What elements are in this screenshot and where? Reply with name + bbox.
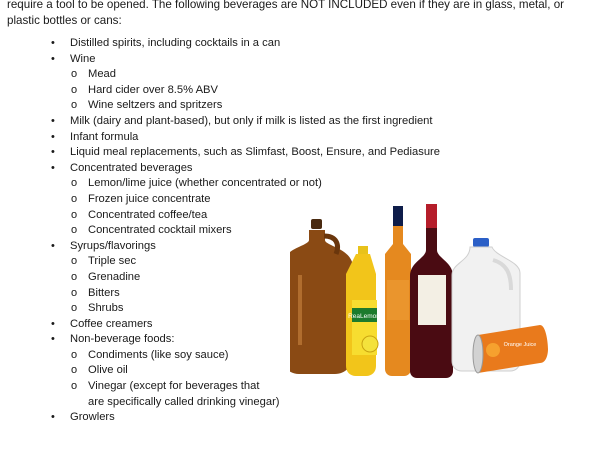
intro-paragraph <box>7 0 592 29</box>
sub-bullet-marker: o <box>71 364 78 377</box>
item-text: Coffee creamers <box>70 317 153 330</box>
list-item <box>0 52 600 68</box>
sub-list-item <box>0 98 600 114</box>
list-item <box>0 36 600 52</box>
bullet-marker: • <box>51 52 55 65</box>
wine-bottle-image <box>410 204 453 378</box>
list-item <box>0 161 600 177</box>
bullet-marker: • <box>51 37 55 49</box>
item-text: Non-beverage foods: <box>70 333 175 346</box>
bullet-marker: • <box>51 239 55 252</box>
sub-bullet-marker: o <box>71 348 78 361</box>
lemon-juice-bottle-image <box>346 246 380 376</box>
sub-item-text: Frozen juice concentrate <box>88 192 211 205</box>
sub-bullet-marker: o <box>71 270 78 283</box>
sub-bullet-marker: o <box>71 68 78 81</box>
sub-list-item <box>0 67 600 83</box>
list-item <box>0 410 600 426</box>
sub-bullet-marker: o <box>71 177 78 190</box>
item-text: Infant formula <box>70 130 139 143</box>
item-text: Liquid meal replacements, such as Slimfast, Boost, Ensure, and Pediasure <box>70 146 441 159</box>
list-item <box>0 114 600 130</box>
sub-bullet-marker: o <box>71 192 78 205</box>
bullet-marker: • <box>51 317 55 330</box>
sub-item-text: Wine seltzers and spritzers <box>88 99 223 112</box>
orange-liqueur-bottle-image <box>385 206 411 376</box>
intro-line-1: require a tool to be opened. The following beverages are NOT INCLUDED even if they are in glass, metal, or <box>7 0 565 11</box>
sub-item-text: Grenadine <box>88 270 141 283</box>
sub-list-item <box>0 83 600 99</box>
sub-bullet-marker: o <box>71 302 78 315</box>
sub-bullet-marker: o <box>71 255 78 268</box>
sub-item-text: Mead <box>88 68 116 81</box>
sub-list-item <box>0 176 600 192</box>
sub-bullet-marker: o <box>71 99 78 112</box>
sub-item-text: Triple sec <box>88 255 137 268</box>
intro-line-2: plastic bottles or cans: <box>7 14 122 27</box>
item-text: Concentrated beverages <box>70 161 193 174</box>
amber-growler-image <box>290 219 353 374</box>
sub-item-text: Concentrated cocktail mixers <box>88 224 232 237</box>
sub-item-text: Condiments (like soy sauce) <box>88 348 229 361</box>
sub-list-item-continuation <box>0 395 600 411</box>
bullet-marker: • <box>51 130 55 143</box>
sub-item-text: Bitters <box>88 286 120 299</box>
item-text: Distilled spirits, including cocktails in a can <box>70 37 281 49</box>
sub-bullet-marker: o <box>71 380 78 393</box>
lemon-label: ReaLemon <box>348 313 380 320</box>
item-text: Growlers <box>70 411 115 424</box>
sub-item-text: are specifically called drinking vinegar) <box>88 395 280 408</box>
item-text: Wine <box>70 52 96 65</box>
sub-item-text: Lemon/lime juice (whether concentrated or not) <box>88 177 322 190</box>
sub-item-text: Shrubs <box>88 302 124 315</box>
beverage-containers-photo <box>290 200 560 385</box>
item-text: Milk (dairy and plant-based), but only if milk is listed as the first ingredient <box>70 114 433 127</box>
bullet-marker: • <box>51 411 55 424</box>
list-item <box>0 130 600 146</box>
can-label: Orange Juice <box>503 342 537 348</box>
list-item <box>0 145 600 161</box>
sub-item-text: Vinegar (except for beverages that <box>88 380 260 393</box>
sub-bullet-marker: o <box>71 286 78 299</box>
sub-item-text: Concentrated coffee/tea <box>88 208 208 221</box>
bullet-marker: • <box>51 333 55 346</box>
sub-bullet-marker: o <box>71 208 78 221</box>
sub-item-text: Olive oil <box>88 364 128 377</box>
bullet-marker: • <box>51 161 55 174</box>
bullet-marker: • <box>51 114 55 127</box>
sub-item-text: Hard cider over 8.5% ABV <box>88 83 218 96</box>
bullet-marker: • <box>51 146 55 159</box>
item-text: Syrups/flavorings <box>70 239 156 252</box>
sub-bullet-marker: o <box>71 224 78 237</box>
sub-bullet-marker: o <box>71 83 78 96</box>
